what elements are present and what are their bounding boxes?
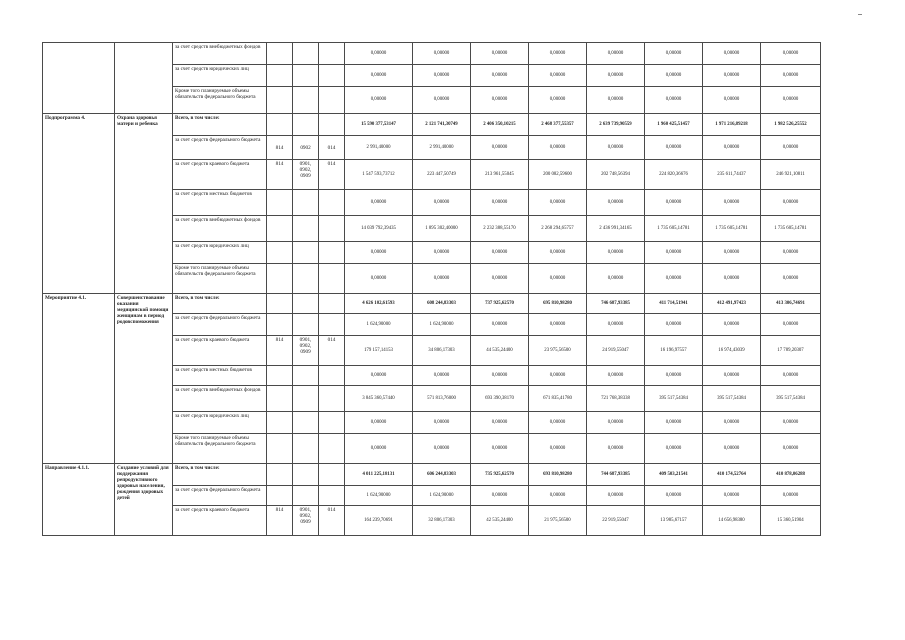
total-value-cell: 0,00000 [345, 412, 413, 434]
year-value-cell: 0,00000 [703, 314, 761, 336]
rzpr-code-cell [293, 386, 319, 412]
year-value-cell: 0,00000 [471, 366, 529, 386]
rzpr-code-cell [293, 434, 319, 464]
year-value-cell: 0,00000 [587, 264, 645, 294]
year-value-cell: 14 656,98380 [703, 506, 761, 536]
grbs-code-cell [267, 65, 293, 87]
funding-source-cell: за счет средств краевого бюджета [173, 506, 267, 536]
year-value-cell: 0,00000 [761, 412, 821, 434]
total-value-cell: 0,00000 [345, 242, 413, 264]
year-value-cell: 2 468 377,55357 [529, 114, 587, 136]
funding-source-cell: Всего, в том числе: [173, 114, 267, 136]
table-row [43, 464, 821, 486]
funding-source-cell: за счет средств федерального бюджета [173, 136, 267, 160]
year-value-cell: 0,00000 [529, 242, 587, 264]
year-value-cell: 1 624,90000 [413, 314, 471, 336]
year-value-cell: 0,00000 [645, 136, 703, 160]
year-value-cell: 0,00000 [529, 366, 587, 386]
year-value-cell: 0,00000 [413, 43, 471, 65]
year-value-cell: 671 835,41780 [529, 386, 587, 412]
year-value-cell: 0,00000 [703, 486, 761, 506]
year-value-cell: 1 735 605,14781 [703, 216, 761, 242]
year-value-cell: 411 714,51941 [645, 294, 703, 314]
year-value-cell: 1 735 605,14781 [761, 216, 821, 242]
year-value-cell: 2 268 294,65757 [529, 216, 587, 242]
year-value-cell: 0,00000 [471, 434, 529, 464]
year-value-cell: 0,00000 [529, 486, 587, 506]
name-cell: Совершенствование оказания медицинской помощи женщинам в период родовспоможения [115, 294, 173, 464]
rzpr-code-cell [293, 464, 319, 486]
year-value-cell: 17 789,20307 [761, 336, 821, 366]
funding-source-cell: Всего, в том числе: [173, 464, 267, 486]
csr-code-cell [319, 43, 345, 65]
year-value-cell: 0,00000 [471, 314, 529, 336]
year-value-cell: 410 174,52764 [703, 464, 761, 486]
year-value-cell: 0,00000 [761, 190, 821, 216]
year-value-cell: 1 982 526,25552 [761, 114, 821, 136]
funding-source-cell: за счет средств краевого бюджета [173, 336, 267, 366]
year-value-cell: 693 810,98280 [529, 464, 587, 486]
grbs-code-cell [267, 412, 293, 434]
year-value-cell: 21 975,56500 [529, 506, 587, 536]
rzpr-code-cell [293, 87, 319, 114]
rzpr-code-cell [293, 114, 319, 136]
year-value-cell: 0,00000 [645, 190, 703, 216]
year-value-cell: 1 895 302,40000 [413, 216, 471, 242]
funding-source-cell: за счет средств внебюджетных фондов [173, 43, 267, 65]
year-value-cell: 0,00000 [761, 434, 821, 464]
year-value-cell: 0,00000 [471, 136, 529, 160]
table-row [43, 294, 821, 314]
year-value-cell: 32 806,17303 [413, 506, 471, 536]
csr-code-cell [319, 264, 345, 294]
total-value-cell: 1 624,90000 [345, 314, 413, 336]
year-value-cell: 0,00000 [761, 264, 821, 294]
year-value-cell: 0,00000 [529, 434, 587, 464]
year-value-cell: 0,00000 [761, 314, 821, 336]
name-cell [115, 43, 173, 114]
year-value-cell: 235 611,74437 [703, 160, 761, 190]
year-value-cell: 737 925,62570 [471, 294, 529, 314]
year-value-cell: 0,00000 [471, 412, 529, 434]
year-value-cell: 0,00000 [529, 136, 587, 160]
grbs-code-cell: 814 [267, 136, 293, 160]
csr-code-cell [319, 366, 345, 386]
csr-code-cell: 014 [319, 506, 345, 536]
year-value-cell: 0,00000 [703, 264, 761, 294]
csr-code-cell [319, 65, 345, 87]
year-value-cell: 0,00000 [587, 412, 645, 434]
csr-code-cell: 014 [319, 336, 345, 366]
year-value-cell: 1 735 605,14781 [645, 216, 703, 242]
year-value-cell: 23 975,56500 [529, 336, 587, 366]
rzpr-code-cell [293, 190, 319, 216]
year-value-cell: 0,00000 [587, 43, 645, 65]
grbs-code-cell: 814 [267, 160, 293, 190]
year-value-cell: 0,00000 [703, 65, 761, 87]
year-value-cell: 2 436 991,34165 [587, 216, 645, 242]
year-value-cell: 16 196,97557 [645, 336, 703, 366]
scan-speck [858, 14, 862, 15]
year-value-cell: 0,00000 [471, 264, 529, 294]
funding-source-cell: за счет средств юридических лиц [173, 242, 267, 264]
year-value-cell: 0,00000 [645, 434, 703, 464]
year-value-cell: 213 961,55045 [471, 160, 529, 190]
csr-code-cell [319, 412, 345, 434]
funding-source-cell: за счет средств местных бюджетов [173, 366, 267, 386]
year-value-cell: 0,00000 [761, 43, 821, 65]
rzpr-code-cell [293, 216, 319, 242]
year-value-cell: 0,00000 [471, 43, 529, 65]
year-value-cell: 0,00000 [703, 87, 761, 114]
total-value-cell: 1 624,90000 [345, 486, 413, 506]
year-value-cell: 413 306,74691 [761, 294, 821, 314]
funding-source-cell: Кроме того планируемые объемы обязательств федерального бюджета [173, 264, 267, 294]
status-cell: Направление 4.1.1. [43, 464, 115, 536]
year-value-cell: 0,00000 [471, 87, 529, 114]
year-value-cell: 24 919,55047 [587, 336, 645, 366]
year-value-cell: 0,00000 [529, 190, 587, 216]
grbs-code-cell [267, 114, 293, 136]
csr-code-cell [319, 486, 345, 506]
year-value-cell: 693 390,38170 [471, 386, 529, 412]
name-cell: Охрана здоровья матери и ребенка [115, 114, 173, 294]
funding-source-cell: Всего, в том числе: [173, 294, 267, 314]
year-value-cell: 0,00000 [645, 43, 703, 65]
grbs-code-cell [267, 434, 293, 464]
grbs-code-cell [267, 486, 293, 506]
year-value-cell: 0,00000 [587, 242, 645, 264]
year-value-cell: 2 406 350,10215 [471, 114, 529, 136]
total-value-cell: 3 845 360,57440 [345, 386, 413, 412]
year-value-cell: 0,00000 [471, 486, 529, 506]
total-value-cell: 0,00000 [345, 366, 413, 386]
year-value-cell: 0,00000 [587, 65, 645, 87]
year-value-cell: 16 974,43039 [703, 336, 761, 366]
csr-code-cell [319, 87, 345, 114]
year-value-cell: 34 806,17303 [413, 336, 471, 366]
funding-source-cell: Кроме того планируемые объемы обязательств федерального бюджета [173, 87, 267, 114]
grbs-code-cell [267, 464, 293, 486]
year-value-cell: 1 971 216,89218 [703, 114, 761, 136]
rzpr-code-cell [293, 65, 319, 87]
year-value-cell: 395 517,54384 [703, 386, 761, 412]
total-value-cell: 0,00000 [345, 264, 413, 294]
year-value-cell: 0,00000 [645, 366, 703, 386]
year-value-cell: 0,00000 [529, 264, 587, 294]
rzpr-code-cell [293, 264, 319, 294]
funding-source-cell: за счет средств внебюджетных фондов [173, 386, 267, 412]
year-value-cell: 0,00000 [413, 242, 471, 264]
year-value-cell: 0,00000 [587, 486, 645, 506]
total-value-cell: 4 011 225,18131 [345, 464, 413, 486]
year-value-cell: 0,00000 [587, 190, 645, 216]
year-value-cell: 0,00000 [645, 412, 703, 434]
year-value-cell: 0,00000 [703, 190, 761, 216]
year-value-cell: 395 517,54384 [761, 386, 821, 412]
year-value-cell: 13 985,67157 [645, 506, 703, 536]
csr-code-cell [319, 294, 345, 314]
grbs-code-cell [267, 216, 293, 242]
status-cell: Подпрограмма 4. [43, 114, 115, 294]
year-value-cell: 202 748,56394 [587, 160, 645, 190]
csr-code-cell [319, 242, 345, 264]
total-value-cell: 0,00000 [345, 434, 413, 464]
rzpr-code-cell [293, 412, 319, 434]
funding-source-cell: за счет средств федерального бюджета [173, 486, 267, 506]
year-value-cell: 0,00000 [645, 264, 703, 294]
funding-source-cell: Кроме того планируемые объемы обязательств федерального бюджета [173, 434, 267, 464]
rzpr-code-cell [293, 486, 319, 506]
rzpr-code-cell: 0901, 0902, 0909 [293, 160, 319, 190]
year-value-cell: 2 991,40000 [413, 136, 471, 160]
year-value-cell: 0,00000 [703, 434, 761, 464]
funding-source-cell: за счет средств внебюджетных фондов [173, 216, 267, 242]
rzpr-code-cell: 0901, 0902, 0909 [293, 336, 319, 366]
csr-code-cell: 014 [319, 160, 345, 190]
total-value-cell: 0,00000 [345, 65, 413, 87]
year-value-cell: 0,00000 [587, 87, 645, 114]
year-value-cell: 0,00000 [703, 136, 761, 160]
name-cell: Создание условий для поддержания репродуктивного здоровья населения, рождения здоровых детей [115, 464, 173, 536]
year-value-cell: 2 232 388,55170 [471, 216, 529, 242]
grbs-code-cell [267, 386, 293, 412]
budget-table [42, 42, 821, 536]
year-value-cell: 0,00000 [587, 366, 645, 386]
year-value-cell: 1 960 425,51457 [645, 114, 703, 136]
rzpr-code-cell [293, 314, 319, 336]
year-value-cell: 0,00000 [761, 242, 821, 264]
year-value-cell: 22 919,55047 [587, 506, 645, 536]
total-value-cell: 0,00000 [345, 190, 413, 216]
csr-code-cell [319, 314, 345, 336]
year-value-cell: 2 121 741,30749 [413, 114, 471, 136]
funding-source-cell: за счет средств юридических лиц [173, 412, 267, 434]
grbs-code-cell [267, 366, 293, 386]
grbs-code-cell: 814 [267, 336, 293, 366]
rzpr-code-cell: 0901, 0902, 0909 [293, 506, 319, 536]
year-value-cell: 0,00000 [471, 242, 529, 264]
year-value-cell: 0,00000 [413, 87, 471, 114]
funding-source-cell: за счет средств федерального бюджета [173, 314, 267, 336]
rzpr-code-cell [293, 43, 319, 65]
rzpr-code-cell: 0902 [293, 136, 319, 160]
table-row [43, 43, 821, 65]
year-value-cell: 0,00000 [645, 242, 703, 264]
year-value-cell: 0,00000 [761, 486, 821, 506]
year-value-cell: 0,00000 [703, 43, 761, 65]
year-value-cell: 0,00000 [761, 65, 821, 87]
year-value-cell: 0,00000 [529, 314, 587, 336]
grbs-code-cell [267, 314, 293, 336]
year-value-cell: 0,00000 [587, 136, 645, 160]
total-value-cell: 164 239,70691 [345, 506, 413, 536]
year-value-cell: 200 082,59600 [529, 160, 587, 190]
year-value-cell: 571 813,76000 [413, 386, 471, 412]
year-value-cell: 735 925,62570 [471, 464, 529, 486]
total-value-cell: 1 547 593,73712 [345, 160, 413, 190]
grbs-code-cell [267, 242, 293, 264]
year-value-cell: 695 810,98280 [529, 294, 587, 314]
year-value-cell: 0,00000 [529, 412, 587, 434]
year-value-cell: 44 535,24400 [471, 336, 529, 366]
year-value-cell: 0,00000 [529, 87, 587, 114]
csr-code-cell [319, 464, 345, 486]
status-cell: Мероприятие 4.1. [43, 294, 115, 464]
year-value-cell: 395 517,54384 [645, 386, 703, 412]
funding-source-cell: за счет средств юридических лиц [173, 65, 267, 87]
total-value-cell: 4 626 102,61593 [345, 294, 413, 314]
csr-code-cell [319, 114, 345, 136]
grbs-code-cell [267, 264, 293, 294]
year-value-cell: 42 535,24400 [471, 506, 529, 536]
year-value-cell: 0,00000 [645, 65, 703, 87]
year-value-cell: 746 687,93385 [587, 294, 645, 314]
year-value-cell: 0,00000 [413, 65, 471, 87]
year-value-cell: 0,00000 [645, 87, 703, 114]
year-value-cell: 0,00000 [529, 65, 587, 87]
total-value-cell: 0,00000 [345, 43, 413, 65]
csr-code-cell [319, 434, 345, 464]
rzpr-code-cell [293, 366, 319, 386]
year-value-cell: 0,00000 [761, 366, 821, 386]
csr-code-cell [319, 190, 345, 216]
year-value-cell: 409 503,21541 [645, 464, 703, 486]
year-value-cell: 246 921,10811 [761, 160, 821, 190]
year-value-cell: 224 820,36676 [645, 160, 703, 190]
year-value-cell: 0,00000 [587, 434, 645, 464]
year-value-cell: 0,00000 [703, 242, 761, 264]
year-value-cell: 0,00000 [529, 43, 587, 65]
total-value-cell: 0,00000 [345, 87, 413, 114]
grbs-code-cell [267, 87, 293, 114]
csr-code-cell [319, 216, 345, 242]
year-value-cell: 0,00000 [645, 314, 703, 336]
total-value-cell: 14 039 792,39435 [345, 216, 413, 242]
year-value-cell: 0,00000 [645, 486, 703, 506]
year-value-cell: 0,00000 [761, 87, 821, 114]
year-value-cell: 0,00000 [761, 136, 821, 160]
year-value-cell: 223 447,50749 [413, 160, 471, 190]
year-value-cell: 0,00000 [413, 412, 471, 434]
csr-code-cell: 014 [319, 136, 345, 160]
rzpr-code-cell [293, 242, 319, 264]
year-value-cell: 2 639 739,90559 [587, 114, 645, 136]
grbs-code-cell [267, 294, 293, 314]
funding-source-cell: за счет средств краевого бюджета [173, 160, 267, 190]
grbs-code-cell [267, 190, 293, 216]
year-value-cell: 0,00000 [587, 314, 645, 336]
funding-source-cell: за счет средств местных бюджетов [173, 190, 267, 216]
year-value-cell: 0,00000 [413, 190, 471, 216]
year-value-cell: 0,00000 [413, 264, 471, 294]
status-cell [43, 43, 115, 114]
total-value-cell: 2 991,40000 [345, 136, 413, 160]
year-value-cell: 1 624,90000 [413, 486, 471, 506]
csr-code-cell [319, 386, 345, 412]
grbs-code-cell [267, 43, 293, 65]
year-value-cell: 721 768,38338 [587, 386, 645, 412]
year-value-cell: 0,00000 [413, 434, 471, 464]
year-value-cell: 606 244,83303 [413, 464, 471, 486]
year-value-cell: 0,00000 [413, 366, 471, 386]
year-value-cell: 0,00000 [471, 65, 529, 87]
year-value-cell: 0,00000 [703, 412, 761, 434]
total-value-cell: 179 157,14153 [345, 336, 413, 366]
year-value-cell: 0,00000 [703, 366, 761, 386]
table-row [43, 114, 821, 136]
year-value-cell: 15 360,51904 [761, 506, 821, 536]
year-value-cell: 744 687,93385 [587, 464, 645, 486]
rzpr-code-cell [293, 294, 319, 314]
year-value-cell: 608 244,83303 [413, 294, 471, 314]
grbs-code-cell: 814 [267, 506, 293, 536]
year-value-cell: 410 878,06288 [761, 464, 821, 486]
year-value-cell: 0,00000 [471, 190, 529, 216]
total-value-cell: 15 590 377,53147 [345, 114, 413, 136]
year-value-cell: 412 491,97423 [703, 294, 761, 314]
